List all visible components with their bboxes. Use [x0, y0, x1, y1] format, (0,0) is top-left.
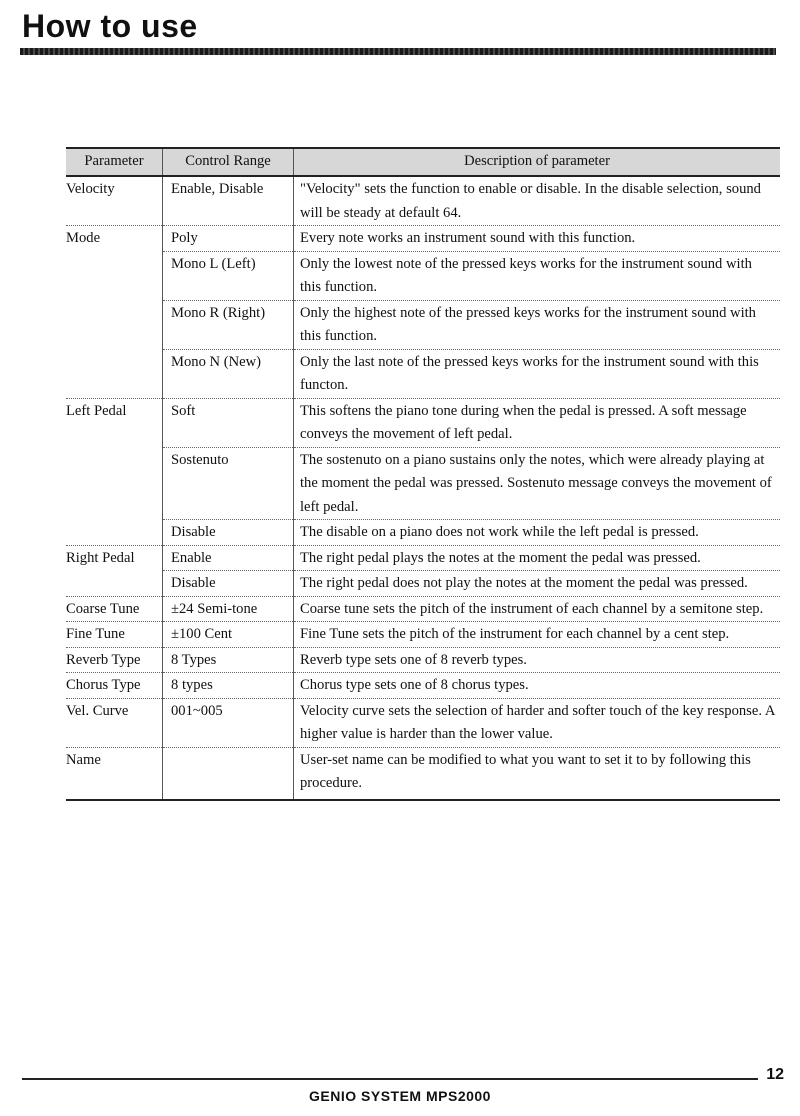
footer-product-name: GENIO SYSTEM MPS2000	[309, 1088, 491, 1104]
header-parameter: Parameter	[66, 148, 163, 176]
table-row	[66, 398, 780, 447]
title-divider	[20, 48, 776, 55]
range-cell: Disable	[163, 520, 294, 546]
parameter-table	[66, 147, 780, 801]
range-cell: Enable, Disable	[163, 176, 294, 226]
range-cell: 8 Types	[163, 647, 294, 673]
description-cell: Only the lowest note of the pressed keys works for the instrument sound with this function.	[294, 251, 781, 300]
description-cell: "Velocity" sets the function to enable or disable. In the disable selection, sound will be steady at default 64.	[294, 176, 781, 226]
description-cell: Only the highest note of the pressed keys works for the instrument sound with this function.	[294, 300, 781, 349]
description-cell: Reverb type sets one of 8 reverb types.	[294, 647, 781, 673]
parameter-cell	[66, 349, 163, 398]
table-row	[66, 571, 780, 597]
parameter-cell	[66, 447, 163, 520]
parameter-cell: Fine Tune	[66, 622, 163, 648]
table-row	[66, 747, 780, 800]
range-cell: Mono R (Right)	[163, 300, 294, 349]
range-cell: Mono N (New)	[163, 349, 294, 398]
range-cell: Enable	[163, 545, 294, 571]
range-cell: Sostenuto	[163, 447, 294, 520]
parameter-cell	[66, 520, 163, 546]
table-row	[66, 251, 780, 300]
table-row	[66, 520, 780, 546]
header-control-range: Control Range	[163, 148, 294, 176]
range-cell: ±24 Semi-tone	[163, 596, 294, 622]
description-cell: Every note works an instrument sound with this function.	[294, 226, 781, 252]
description-cell: User-set name can be modified to what you want to set it to by following this procedure.	[294, 747, 781, 800]
table-row	[66, 349, 780, 398]
parameter-cell: Coarse Tune	[66, 596, 163, 622]
range-cell: Poly	[163, 226, 294, 252]
table-row	[66, 447, 780, 520]
description-cell: Chorus type sets one of 8 chorus types.	[294, 673, 781, 699]
table-row	[66, 300, 780, 349]
footer-divider	[22, 1078, 758, 1080]
description-cell: This softens the piano tone during when the pedal is pressed. A soft message conveys the movement of left pedal.	[294, 398, 781, 447]
table-row	[66, 596, 780, 622]
parameter-cell: Velocity	[66, 176, 163, 226]
page-number: 12	[766, 1066, 784, 1083]
header-description: Description of parameter	[294, 148, 781, 176]
parameter-cell: Vel. Curve	[66, 698, 163, 747]
range-cell: ±100 Cent	[163, 622, 294, 648]
parameter-cell: Reverb Type	[66, 647, 163, 673]
parameter-cell	[66, 300, 163, 349]
description-cell: Coarse tune sets the pitch of the instrument of each channel by a semitone step.	[294, 596, 781, 622]
parameter-cell: Mode	[66, 226, 163, 252]
page-title: How to use	[22, 8, 198, 44]
parameter-cell	[66, 251, 163, 300]
parameter-cell: Left Pedal	[66, 398, 163, 447]
range-cell: Disable	[163, 571, 294, 597]
table-row	[66, 647, 780, 673]
parameter-cell	[66, 571, 163, 597]
parameter-cell: Chorus Type	[66, 673, 163, 699]
description-cell: The right pedal does not play the notes at the moment the pedal was pressed.	[294, 571, 781, 597]
table-row	[66, 698, 780, 747]
range-cell: Soft	[163, 398, 294, 447]
table-row	[66, 226, 780, 252]
description-cell: The sostenuto on a piano sustains only the notes, which were already playing at the moment the pedal was pressed. Sostenuto message conveys the movement of left pedal.	[294, 447, 781, 520]
table-header-row	[66, 148, 780, 176]
parameter-cell: Name	[66, 747, 163, 800]
range-cell: Mono L (Left)	[163, 251, 294, 300]
table-row	[66, 622, 780, 648]
range-cell: 001~005	[163, 698, 294, 747]
parameter-cell: Right Pedal	[66, 545, 163, 571]
range-cell: 8 types	[163, 673, 294, 699]
table-row	[66, 673, 780, 699]
description-cell: The disable on a piano does not work while the left pedal is pressed.	[294, 520, 781, 546]
description-cell: Fine Tune sets the pitch of the instrument for each channel by a cent step.	[294, 622, 781, 648]
range-cell	[163, 747, 294, 800]
table-row	[66, 545, 780, 571]
table-row	[66, 176, 780, 226]
description-cell: Velocity curve sets the selection of harder and softer touch of the key response. A higher value is harder than the lower value.	[294, 698, 781, 747]
description-cell: Only the last note of the pressed keys works for the instrument sound with this functon.	[294, 349, 781, 398]
description-cell: The right pedal plays the notes at the moment the pedal was pressed.	[294, 545, 781, 571]
